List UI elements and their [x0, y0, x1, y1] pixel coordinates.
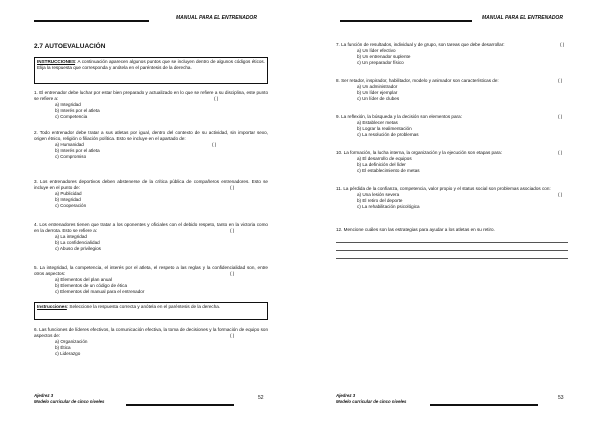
page-number: 52 [258, 395, 264, 401]
option-b: b) Elementos de un código de ética [55, 283, 128, 289]
question-text: 7. La función de resultados, individual y de grupo, son tareas que debe desarrollar: [336, 42, 505, 47]
option-a: a) Establecer metas [357, 120, 398, 126]
header-rule [34, 20, 149, 22]
option-c: c) Competencia [55, 114, 88, 120]
question-text: 12. Mencione cuáles son las estrategias para ayudar a los atletas en su retiro. [336, 227, 495, 232]
question-text: 1. El entrenador debe luchar por estar bien preparado y actualizado en lo que se refiere a su disciplina, este punto se refiere a: [34, 90, 268, 102]
question-text: 5. La integridad, la competencia, el interés por el atleta, el respeto a las reglas y la confidencialidad son, entre otros aspectos: [34, 265, 268, 277]
option-a: a) El desarrollo de equipos [357, 156, 412, 162]
option-b: b) La definición del líder [357, 162, 406, 168]
header-rule [340, 20, 472, 22]
footer-rule [430, 404, 538, 406]
option-a: a) Elementos del plan anual [55, 277, 112, 283]
question-3 [34, 179, 268, 209]
option-c: c) Un preparador físico [357, 60, 404, 66]
option-a: a) Organización [55, 339, 88, 345]
option-a: a) Una lesión severa [357, 192, 400, 198]
option-b: b) Interés por el atleta [55, 148, 100, 154]
header-title: MANUAL PARA EL ENTRENADOR [482, 15, 563, 21]
option-b: b) Integridad [55, 197, 81, 203]
answer-parenthesis[interactable]: ( ) [212, 142, 217, 147]
question-text: 3. Los entrenadores deportivos deben abstenerse de la crítica pública de compañeros entrenadores. Esto se incluye en el punto de: [34, 179, 268, 191]
instructions-box [34, 57, 268, 84]
footer-rule [126, 404, 234, 406]
answer-parenthesis[interactable]: ( ) [558, 150, 563, 155]
question-9 [336, 114, 568, 138]
instructions-label: Instrucciones [37, 304, 67, 309]
option-a: a) Integridad [55, 102, 81, 108]
section-title: 2.7 AUTOEVALUACIÓN [34, 43, 106, 50]
answer-parenthesis[interactable]: ( ) [558, 78, 563, 83]
answer-parenthesis[interactable]: ( ) [558, 192, 563, 197]
option-b: b) Interés por el atleta [55, 108, 100, 114]
option-c: c) La rehabilitación psicológica [357, 204, 420, 210]
question-text: 8. Ser retador, inspirador, habilitador, modelo y animador son características de: [336, 78, 499, 83]
right-page [300, 0, 600, 424]
option-c: c) Abuso de privilegios [55, 246, 101, 252]
question-1 [34, 90, 268, 120]
header-title: MANUAL PARA EL ENTRENADOR [176, 15, 257, 21]
option-c: c) Compromiso [55, 154, 87, 160]
instructions-box-2 [34, 302, 268, 320]
instructions-label: INSTRUCCIONES [37, 59, 76, 64]
question-text: 11. La pérdida de la confianza, competencia, valor propio y el status social son problemas asociados con: [336, 186, 551, 191]
answer-parenthesis[interactable]: ( ) [230, 271, 235, 276]
option-a: a) Publicidad [55, 191, 82, 197]
instructions-text: : A continuación aparecen algunos puntos que se incluyen dentro de algunos códigos éticos. Elija la respuesta que corresponda y anótela en el paréntesis de la derecha. [37, 59, 265, 71]
option-b: b) Un líder ejemplar [357, 90, 398, 96]
answer-parenthesis[interactable]: ( ) [560, 42, 565, 47]
question-4 [34, 222, 268, 252]
question-text: 6. Las funciones de líderes efectivos, la comunicación efectiva, la toma de decisiones y la formación de equipo son aspectos de: [34, 327, 268, 339]
question-7 [336, 42, 568, 66]
answer-line[interactable] [336, 258, 568, 259]
option-c: c) El establecimiento de metas [357, 168, 420, 174]
option-a: a) La integridad [55, 234, 87, 240]
answer-parenthesis[interactable]: ( ) [230, 333, 235, 338]
option-b: b) La confidencialidad [55, 240, 100, 246]
question-8 [336, 78, 568, 102]
answer-parenthesis[interactable]: ( ) [214, 96, 219, 101]
question-2 [34, 130, 268, 160]
option-c: c) Cooperación [55, 203, 87, 209]
question-text: 10. La formación, la lucha interna, la organización y la ejecución son etapas para: [336, 150, 502, 155]
answer-line[interactable] [336, 250, 568, 251]
question-5 [34, 265, 268, 295]
answer-parenthesis[interactable]: ( ) [230, 185, 235, 190]
question-6 [34, 327, 268, 357]
page-number: 53 [558, 395, 564, 401]
question-text: 2. Todo entrenador debe tratar a sus atletas por igual, dentro del contexto de su actividad, sin importar sexo, origen étnico, religión o filiación política. Esto se incluye en el apartado de: [34, 130, 268, 142]
footer-line-2: Modelo curricular de cinco niveles [34, 399, 105, 404]
answer-parenthesis[interactable]: ( ) [558, 114, 563, 119]
question-text: 4. Los entrenadores tienen que tratar a los oponentes y oficiales con el debido respeto, tanto en la victoria como en la derrota. Esto se refiere a: [34, 222, 268, 234]
option-a: a) Un líder efectivo [357, 48, 396, 54]
footer-text [336, 393, 406, 405]
answer-line[interactable] [336, 242, 568, 243]
option-b: b) El retiro del deporte [357, 198, 403, 204]
answer-parenthesis[interactable]: ( ) [230, 228, 235, 233]
footer-line-1: Ajedrez 3 [336, 393, 356, 398]
option-c: c) La resolución de problemas [357, 132, 419, 138]
footer-line-2: Modelo curricular de cinco niveles [336, 399, 407, 404]
option-b: b) Un entrenador suplente [357, 54, 411, 60]
option-c: c) Liderazgo [55, 351, 81, 357]
option-c: c) Un líder de clubes [357, 96, 400, 102]
question-text: 9. La reflexión, la búsqueda y la decisión son elementos para: [336, 114, 462, 119]
question-11 [336, 186, 568, 210]
option-b: b) Ética [55, 345, 71, 351]
instructions-text: : Seleccione la respuesta correcta y anótela en el paréntesis de la derecha. [66, 304, 221, 309]
footer-line-1: Ajedrez 3 [34, 393, 54, 398]
option-a: a) Humanidad [55, 142, 84, 148]
option-c: c) Elementos del manual para el entrenador [55, 289, 145, 295]
option-a: a) Un administrador [357, 84, 398, 90]
question-12 [336, 227, 568, 233]
footer-text [34, 393, 104, 405]
option-b: b) Lograr la realimentación [357, 126, 412, 132]
question-10 [336, 150, 568, 174]
